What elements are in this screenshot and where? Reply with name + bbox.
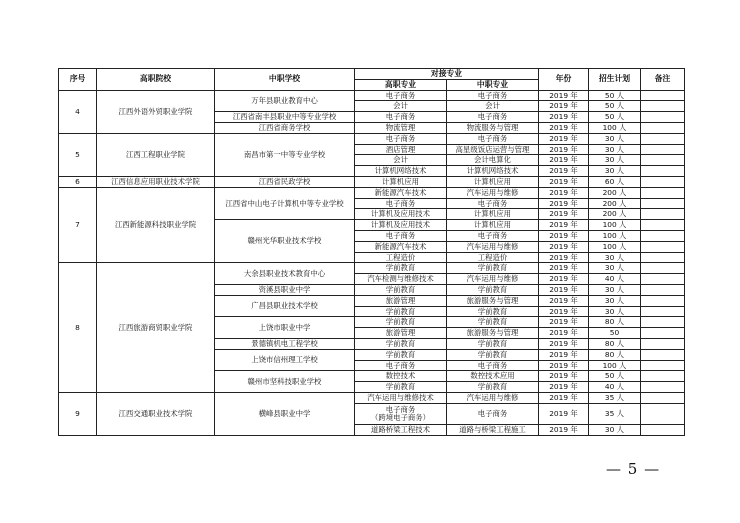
plan-cell: 30 人 <box>589 306 641 317</box>
hv-major-cell: 汽车检测与维修技术 <box>355 274 447 285</box>
sv-major-cell: 电子商务 <box>447 230 539 241</box>
school-cell: 大余县职业技术教育中心 <box>215 263 355 285</box>
year-cell: 2019 年 <box>539 220 589 231</box>
school-cell: 景德镇机电工程学校 <box>215 338 355 349</box>
row-index-cell: 9 <box>59 392 97 435</box>
header-school: 中职学校 <box>215 69 355 91</box>
sv-major-cell: 旅游服务与管理 <box>447 328 539 339</box>
year-cell: 2019 年 <box>539 360 589 371</box>
year-cell: 2019 年 <box>539 306 589 317</box>
hv-major-cell: 学前教育 <box>355 306 447 317</box>
hv-major-cell: 电子商务 <box>355 360 447 371</box>
row-index-cell: 5 <box>59 133 97 176</box>
sv-major-cell: 汽车运用与维修 <box>447 187 539 198</box>
school-cell: 万年县职业教育中心 <box>215 90 355 112</box>
year-cell: 2019 年 <box>539 241 589 252</box>
school-cell: 横峰县职业中学 <box>215 392 355 435</box>
year-cell: 2019 年 <box>539 263 589 274</box>
sv-major-cell: 学前教育 <box>447 306 539 317</box>
sv-major-cell: 工程造价 <box>447 252 539 263</box>
row-index-cell: 7 <box>59 187 97 263</box>
plan-cell: 30 人 <box>589 263 641 274</box>
hv-major-cell: 学前教育 <box>355 338 447 349</box>
school-cell: 赣州光华职业技术学校 <box>215 220 355 263</box>
college-cell: 江西旅游商贸职业学院 <box>97 263 215 393</box>
note-cell <box>641 101 685 112</box>
hv-major-cell: 学前教育 <box>355 263 447 274</box>
note-cell <box>641 166 685 177</box>
hv-major-cell: 计算机及应用技术 <box>355 220 447 231</box>
sv-major-cell: 电子商务 <box>447 198 539 209</box>
table-row <box>59 133 685 144</box>
plan-cell: 30 人 <box>589 252 641 263</box>
hv-major-cell: 旅游管理 <box>355 295 447 306</box>
note-cell <box>641 263 685 274</box>
page-number: — 5 — <box>606 460 661 478</box>
plan-cell: 80 人 <box>589 349 641 360</box>
year-cell: 2019 年 <box>539 274 589 285</box>
note-cell <box>641 230 685 241</box>
header-college: 高职院校 <box>97 69 215 91</box>
plan-cell: 40 人 <box>589 274 641 285</box>
plan-cell: 80 人 <box>589 317 641 328</box>
hv-major-cell: 电子商务 （跨境电子商务） <box>355 403 447 424</box>
year-cell: 2019 年 <box>539 252 589 263</box>
hv-major-cell: 电子商务 <box>355 133 447 144</box>
plan-cell: 35 人 <box>589 403 641 424</box>
sv-major-cell: 高星级饭店运营与管理 <box>447 144 539 155</box>
sv-major-cell: 电子商务 <box>447 403 539 424</box>
year-cell: 2019 年 <box>539 338 589 349</box>
plan-cell: 30 人 <box>589 424 641 435</box>
school-cell: 江西省民政学校 <box>215 176 355 187</box>
plan-cell: 100 人 <box>589 360 641 371</box>
year-cell: 2019 年 <box>539 144 589 155</box>
year-cell: 2019 年 <box>539 392 589 403</box>
year-cell: 2019 年 <box>539 328 589 339</box>
plan-cell: 50 人 <box>589 112 641 123</box>
sv-major-cell: 计算机应用 <box>447 220 539 231</box>
year-cell: 2019 年 <box>539 209 589 220</box>
school-cell: 赣州市坚科技职业学校 <box>215 371 355 393</box>
plan-cell: 50 人 <box>589 90 641 101</box>
hv-major-cell: 学前教育 <box>355 284 447 295</box>
note-cell <box>641 328 685 339</box>
note-cell <box>641 371 685 382</box>
header-hv-major: 高职专业 <box>355 79 447 90</box>
sv-major-cell: 会计 <box>447 101 539 112</box>
school-cell: 江西省商务学校 <box>215 122 355 133</box>
year-cell: 2019 年 <box>539 101 589 112</box>
hv-major-cell: 学前教育 <box>355 317 447 328</box>
college-cell: 江西外语外贸职业学院 <box>97 90 215 133</box>
year-cell: 2019 年 <box>539 112 589 123</box>
hv-major-cell: 会计 <box>355 101 447 112</box>
plan-cell: 50 人 <box>589 371 641 382</box>
year-cell: 2019 年 <box>539 295 589 306</box>
note-cell <box>641 220 685 231</box>
enrollment-table <box>58 68 685 436</box>
table-row <box>59 392 685 403</box>
hv-major-cell: 计算机及应用技术 <box>355 209 447 220</box>
hv-major-cell: 工程造价 <box>355 252 447 263</box>
plan-cell: 30 人 <box>589 166 641 177</box>
hv-major-cell: 计算机网络技术 <box>355 166 447 177</box>
plan-cell: 30 人 <box>589 295 641 306</box>
note-cell <box>641 198 685 209</box>
note-cell <box>641 349 685 360</box>
plan-cell: 35 人 <box>589 392 641 403</box>
hv-major-cell: 汽车运用与维修技术 <box>355 392 447 403</box>
sv-major-cell: 学前教育 <box>447 263 539 274</box>
row-index-cell: 4 <box>59 90 97 133</box>
plan-cell: 60 人 <box>589 176 641 187</box>
hv-major-cell: 酒店管理 <box>355 144 447 155</box>
school-cell: 南昌市第一中等专业学校 <box>215 133 355 176</box>
year-cell: 2019 年 <box>539 155 589 166</box>
year-cell: 2019 年 <box>539 230 589 241</box>
header-note: 备注 <box>641 69 685 91</box>
year-cell: 2019 年 <box>539 424 589 435</box>
table-row <box>59 90 685 101</box>
header-sv-major: 中职专业 <box>447 79 539 90</box>
hv-major-cell: 会计 <box>355 155 447 166</box>
sv-major-cell: 学前教育 <box>447 284 539 295</box>
sv-major-cell: 电子商务 <box>447 133 539 144</box>
header-index: 序号 <box>59 69 97 91</box>
hv-major-cell: 旅游管理 <box>355 328 447 339</box>
sv-major-cell: 计算机网络技术 <box>447 166 539 177</box>
note-cell <box>641 274 685 285</box>
sv-major-cell: 汽车运用与维修 <box>447 392 539 403</box>
note-cell <box>641 133 685 144</box>
year-cell: 2019 年 <box>539 133 589 144</box>
plan-cell: 50 人 <box>589 101 641 112</box>
hv-major-cell: 新能源汽车技术 <box>355 187 447 198</box>
note-cell <box>641 360 685 371</box>
hv-major-cell: 电子商务 <box>355 90 447 101</box>
plan-cell: 200 人 <box>589 198 641 209</box>
note-cell <box>641 317 685 328</box>
college-cell: 江西工程职业学院 <box>97 133 215 176</box>
sv-major-cell: 学前教育 <box>447 382 539 393</box>
note-cell <box>641 382 685 393</box>
note-cell <box>641 122 685 133</box>
sv-major-cell: 学前教育 <box>447 349 539 360</box>
plan-cell: 80 人 <box>589 338 641 349</box>
note-cell <box>641 144 685 155</box>
note-cell <box>641 155 685 166</box>
plan-cell: 200 人 <box>589 187 641 198</box>
hv-major-cell: 学前教育 <box>355 382 447 393</box>
hv-major-cell: 物流管理 <box>355 122 447 133</box>
plan-cell: 200 人 <box>589 209 641 220</box>
note-cell <box>641 338 685 349</box>
sv-major-cell: 物流服务与管理 <box>447 122 539 133</box>
school-cell: 江西省南丰县职业中等专业学校 <box>215 112 355 123</box>
plan-cell: 30 人 <box>589 133 641 144</box>
note-cell <box>641 284 685 295</box>
note-cell <box>641 112 685 123</box>
note-cell <box>641 90 685 101</box>
row-index-cell: 6 <box>59 176 97 187</box>
hv-major-cell: 电子商务 <box>355 112 447 123</box>
table-body <box>59 90 685 435</box>
school-cell: 上饶市信州理工学校 <box>215 349 355 371</box>
college-cell: 江西新能源科技职业学院 <box>97 187 215 263</box>
header-year: 年份 <box>539 69 589 91</box>
hv-major-cell: 数控技术 <box>355 371 447 382</box>
sv-major-cell: 会计电算化 <box>447 155 539 166</box>
header-majors: 对接专业 <box>355 69 539 80</box>
school-cell: 江西省中山电子计算机中等专业学校 <box>215 187 355 219</box>
note-cell <box>641 209 685 220</box>
sv-major-cell: 道路与桥梁工程施工 <box>447 424 539 435</box>
plan-cell: 50 <box>589 328 641 339</box>
hv-major-cell: 新能源汽车技术 <box>355 241 447 252</box>
table-header <box>59 69 685 91</box>
year-cell: 2019 年 <box>539 90 589 101</box>
year-cell: 2019 年 <box>539 166 589 177</box>
year-cell: 2019 年 <box>539 122 589 133</box>
plan-cell: 40 人 <box>589 382 641 393</box>
school-cell: 上饶市职业中学 <box>215 317 355 339</box>
college-cell: 江西信息应用职业技术学院 <box>97 176 215 187</box>
note-cell <box>641 187 685 198</box>
year-cell: 2019 年 <box>539 382 589 393</box>
year-cell: 2019 年 <box>539 317 589 328</box>
college-cell: 江西交通职业技术学院 <box>97 392 215 435</box>
sv-major-cell: 计算机应用 <box>447 176 539 187</box>
sv-major-cell: 数控技术应用 <box>447 371 539 382</box>
plan-cell: 100 人 <box>589 230 641 241</box>
note-cell <box>641 241 685 252</box>
year-cell: 2019 年 <box>539 284 589 295</box>
note-cell <box>641 176 685 187</box>
header-plan: 招生计划 <box>589 69 641 91</box>
plan-cell: 30 人 <box>589 284 641 295</box>
year-cell: 2019 年 <box>539 187 589 198</box>
table-row <box>59 176 685 187</box>
hv-major-cell: 道路桥梁工程技术 <box>355 424 447 435</box>
sv-major-cell: 电子商务 <box>447 112 539 123</box>
year-cell: 2019 年 <box>539 371 589 382</box>
sv-major-cell: 电子商务 <box>447 90 539 101</box>
note-cell <box>641 403 685 424</box>
note-cell <box>641 392 685 403</box>
hv-major-cell: 计算机应用 <box>355 176 447 187</box>
year-cell: 2019 年 <box>539 198 589 209</box>
note-cell <box>641 424 685 435</box>
table-row <box>59 263 685 274</box>
sv-major-cell: 旅游服务与管理 <box>447 295 539 306</box>
sv-major-cell: 汽车运用与维修 <box>447 241 539 252</box>
sv-major-cell: 电子商务 <box>447 360 539 371</box>
table-row <box>59 187 685 198</box>
sv-major-cell: 计算机应用 <box>447 209 539 220</box>
plan-cell: 30 人 <box>589 155 641 166</box>
row-index-cell: 8 <box>59 263 97 393</box>
note-cell <box>641 252 685 263</box>
sv-major-cell: 学前教育 <box>447 338 539 349</box>
note-cell <box>641 295 685 306</box>
plan-cell: 30 人 <box>589 144 641 155</box>
note-cell <box>641 306 685 317</box>
sv-major-cell: 汽车运用与维修 <box>447 274 539 285</box>
school-cell: 广昌县职业技术学校 <box>215 295 355 317</box>
hv-major-cell: 学前教育 <box>355 349 447 360</box>
hv-major-cell: 电子商务 <box>355 230 447 241</box>
sv-major-cell: 学前教育 <box>447 317 539 328</box>
year-cell: 2019 年 <box>539 349 589 360</box>
year-cell: 2019 年 <box>539 176 589 187</box>
plan-cell: 100 人 <box>589 241 641 252</box>
plan-cell: 100 人 <box>589 122 641 133</box>
year-cell: 2019 年 <box>539 403 589 424</box>
hv-major-cell: 电子商务 <box>355 198 447 209</box>
school-cell: 资溪县职业中学 <box>215 284 355 295</box>
plan-cell: 100 人 <box>589 220 641 231</box>
